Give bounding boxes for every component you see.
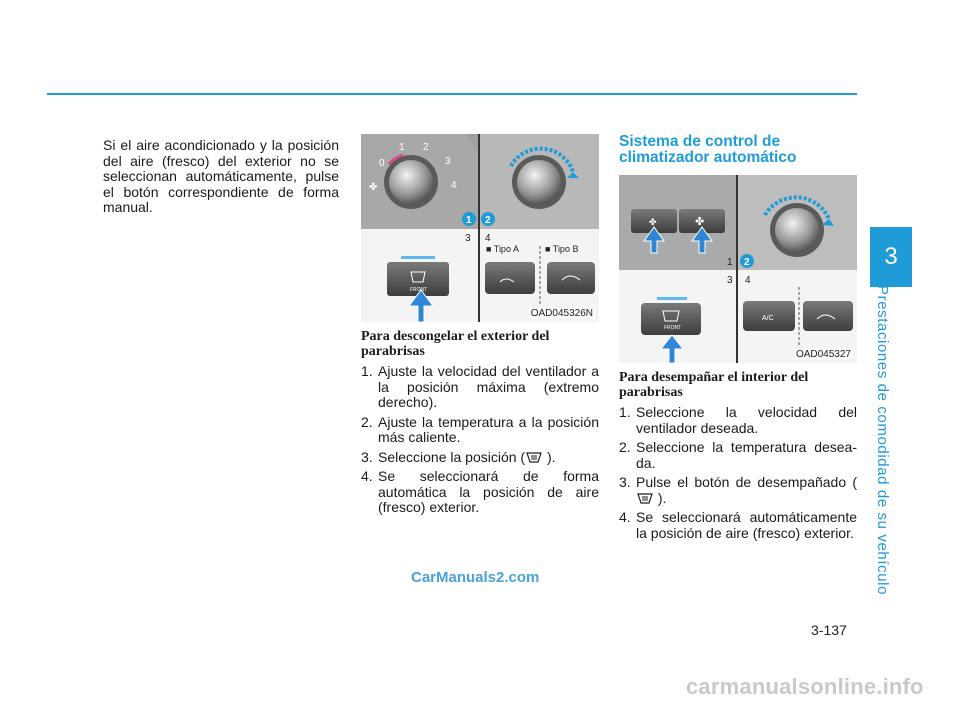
- callout-4: 4: [485, 233, 491, 244]
- defrost-exterior-title: Para descongelar el exterior del parabrisas: [361, 329, 550, 359]
- fan-scale-3: 3: [445, 156, 451, 167]
- callout-3: 3: [727, 275, 733, 286]
- list-item: 1. Seleccione la velocidad del ventilador deseada.: [619, 404, 857, 436]
- chapter-title: Prestaciones de comodidad de su vehículo: [874, 285, 891, 596]
- chapter-tab: 3: [870, 227, 912, 287]
- section-title: Sistema de control de climatizador automático: [619, 133, 797, 166]
- temp-knob: [775, 208, 819, 252]
- fan-low-icon: ✤: [649, 218, 657, 228]
- type-b-button: [547, 262, 595, 294]
- list-item: 2. Seleccione la temperatura desea-da.: [619, 439, 857, 471]
- page-number: 3-137: [811, 622, 847, 638]
- defog-panel-illustration: [619, 175, 857, 363]
- figure1-code: OAD045326N: [530, 308, 593, 319]
- figure-defog-panel: [619, 175, 857, 363]
- front-label: FRONT: [410, 287, 428, 293]
- fan-high-icon: ✤: [695, 215, 705, 228]
- fan-scale-2: 2: [423, 142, 429, 153]
- intro-paragraph: Si el aire acondicionado y la posición del aire (fresco) del exterior no se seleccionan automáticamente, pulse el botón correspondiente de forma manual.: [103, 137, 339, 215]
- callout-4: 4: [745, 275, 751, 286]
- header-rule: [47, 93, 857, 95]
- recirc-button: [803, 301, 853, 331]
- button-glow: [657, 297, 687, 300]
- callout-2: 2: [485, 215, 491, 226]
- defrost-icon: [636, 492, 654, 505]
- defrost-exterior-section: [361, 329, 599, 520]
- callout-2: 2: [744, 257, 750, 268]
- front-label: FRONT: [664, 325, 682, 331]
- list-item: 4. Se seleccionará automáticamente la posición de aire (fresco) exterior.: [619, 509, 857, 541]
- watermark-center[interactable]: CarManuals2.com: [411, 569, 540, 586]
- defrost-panel-illustration: [361, 134, 599, 322]
- defog-interior-section: [619, 370, 857, 545]
- watermark-bottom[interactable]: carmanualsonline.info: [686, 674, 924, 699]
- list-item: 3. Pulse el botón de desempañado ( ).: [619, 474, 857, 506]
- type-a-label: ■ Tipo A: [486, 244, 519, 254]
- list-item: 4. Se seleccionará de forma automática la posición de aire (fresco) exterior.: [361, 468, 599, 515]
- defog-interior-title: Para desempañar el interior del parabrisas: [619, 370, 809, 400]
- defrost-exterior-steps: [361, 364, 599, 516]
- button-glow: [401, 256, 435, 259]
- fan-scale-0: 0: [379, 158, 385, 169]
- fan-icon: ✤: [369, 182, 378, 193]
- callout-1: 1: [727, 257, 733, 268]
- callout-1: 1: [466, 215, 472, 226]
- list-item: 1. Ajuste la velocidad del ventilador a la posición máxima (extremo derecho).: [361, 363, 599, 410]
- figure-defrost-panel: [361, 134, 599, 322]
- list-item: 3. Seleccione la posición ( ).: [361, 448, 556, 465]
- defog-interior-steps: [619, 405, 857, 541]
- fan-scale-1: 1: [399, 142, 405, 153]
- temp-knob: [517, 160, 561, 204]
- type-a-button: [485, 262, 535, 294]
- list-item: 2. Ajuste la temperatura a la posición más caliente.: [361, 413, 599, 445]
- figure2-code: OAD045327: [795, 349, 851, 360]
- fan-scale-4: 4: [451, 180, 457, 191]
- fan-knob: [389, 160, 433, 204]
- ac-label: A/C: [762, 315, 774, 322]
- type-b-label: ■ Tipo B: [545, 244, 579, 254]
- defrost-icon: [525, 451, 543, 464]
- callout-3: 3: [465, 233, 471, 244]
